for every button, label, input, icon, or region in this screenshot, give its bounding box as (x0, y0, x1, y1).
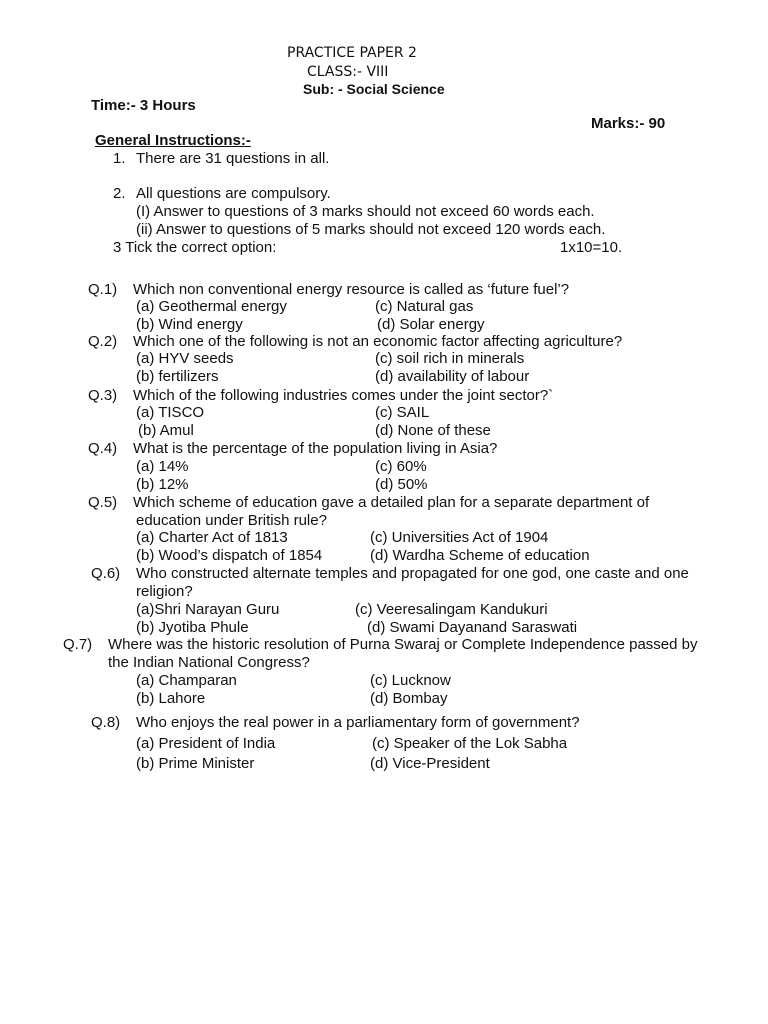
instruction-1-text: There are 31 questions in all. (136, 150, 330, 167)
question-6-number: Q.6) (91, 565, 121, 582)
question-5-option-c: (c) Universities Act of 1904 (370, 529, 549, 546)
instruction-2-text: All questions are compulsory. (136, 185, 331, 202)
question-4-option-c: (c) 60% (375, 458, 427, 475)
question-3-option-a: (a) TISCO (136, 404, 205, 421)
question-2-option-a: (a) HYV seeds (136, 350, 234, 367)
question-1-option-d: (d) Solar energy (377, 316, 485, 333)
question-6-option-d: (d) Swami Dayanand Saraswati (367, 619, 578, 636)
question-2-text: Which one of the following is not an economic factor affecting agriculture? (133, 333, 623, 350)
subject-label: Sub: - Social Science (303, 81, 445, 97)
question-8-option-a: (a) President of India (136, 735, 276, 752)
question-6-text-line-2: religion? (136, 583, 193, 600)
class-label: CLASS:- VIII (307, 64, 389, 80)
question-1-text: Which non conventional energy resource is called as ‘future fuel’? (133, 281, 570, 298)
question-4-number: Q.4) (88, 440, 118, 457)
question-7-option-d: (d) Bombay (370, 690, 448, 707)
question-7-number: Q.7) (63, 636, 93, 653)
question-5-text-line-1: Which scheme of education gave a detailed plan for a separate department of (133, 494, 650, 511)
question-4-text: What is the percentage of the population living in Asia? (133, 440, 498, 457)
instruction-2-sub-ii: (ii) Answer to questions of 5 marks should not exceed 120 words each. (136, 221, 606, 238)
question-8-option-d: (d) Vice-President (370, 755, 490, 772)
question-7-text-line-1: Where was the historic resolution of Purna Swaraj or Complete Independence passed by (108, 636, 698, 653)
question-7-option-a: (a) Champaran (136, 672, 237, 689)
question-4-option-b: (b) 12% (136, 476, 189, 493)
question-1-option-b: (b) Wind energy (136, 316, 243, 333)
question-6-option-a: (a)Shri Narayan Guru (136, 601, 280, 618)
instruction-2-number: 2. (113, 185, 126, 202)
question-4-option-d: (d) 50% (375, 476, 428, 493)
question-3-option-b: (b) Amul (138, 422, 194, 439)
question-5-option-d: (d) Wardha Scheme of education (370, 547, 590, 564)
marks-label: Marks:- 90 (591, 115, 666, 132)
question-8-option-b: (b) Prime Minister (136, 755, 255, 772)
instructions-heading: General Instructions:- (95, 132, 251, 149)
instruction-3-text: 3 Tick the correct option: (113, 239, 277, 256)
question-7-option-c: (c) Lucknow (370, 672, 451, 689)
question-8-option-c: (c) Speaker of the Lok Sabha (372, 735, 568, 752)
question-7-text-line-2: the Indian National Congress? (108, 654, 310, 671)
question-6-option-b: (b) Jyotiba Phule (136, 619, 249, 636)
question-3-option-c: (c) SAIL (375, 404, 430, 421)
question-1-number: Q.1) (88, 281, 118, 298)
question-2-number: Q.2) (88, 333, 118, 350)
question-3-option-d: (d) None of these (375, 422, 491, 439)
instruction-2-sub-i: (I) Answer to questions of 3 marks should not exceed 60 words each. (136, 203, 595, 220)
question-7-option-b: (b) Lahore (136, 690, 206, 707)
question-2-option-d: (d) availability of labour (375, 368, 530, 385)
question-6-option-c: (c) Veeresalingam Kandukuri (355, 601, 548, 618)
question-6-text-line-1: Who constructed alternate temples and propagated for one god, one caste and one (136, 565, 689, 582)
question-2-option-c: (c) soil rich in minerals (375, 350, 525, 367)
question-3-text: Which of the following industries comes under the joint sector?` (133, 387, 554, 404)
question-5-option-a: (a) Charter Act of 1813 (136, 529, 288, 546)
question-4-option-a: (a) 14% (136, 458, 189, 475)
question-8-text: Who enjoys the real power in a parliamentary form of government? (136, 714, 580, 731)
question-3-number: Q.3) (88, 387, 118, 404)
instruction-3-marks: 1x10=10. (560, 239, 623, 256)
question-5-text-line-2: education under British rule? (136, 512, 327, 529)
time-label: Time:- 3 Hours (91, 97, 196, 114)
paper-title: PRACTICE PAPER 2 (287, 45, 417, 61)
question-2-option-b: (b) fertilizers (136, 368, 219, 385)
question-5-number: Q.5) (88, 494, 118, 511)
question-5-option-b: (b) Wood’s dispatch of 1854 (136, 547, 323, 564)
question-1-option-a: (a) Geothermal energy (136, 298, 287, 315)
question-1-option-c: (c) Natural gas (375, 298, 474, 315)
instruction-1-number: 1. (113, 150, 126, 167)
question-8-number: Q.8) (91, 714, 121, 731)
